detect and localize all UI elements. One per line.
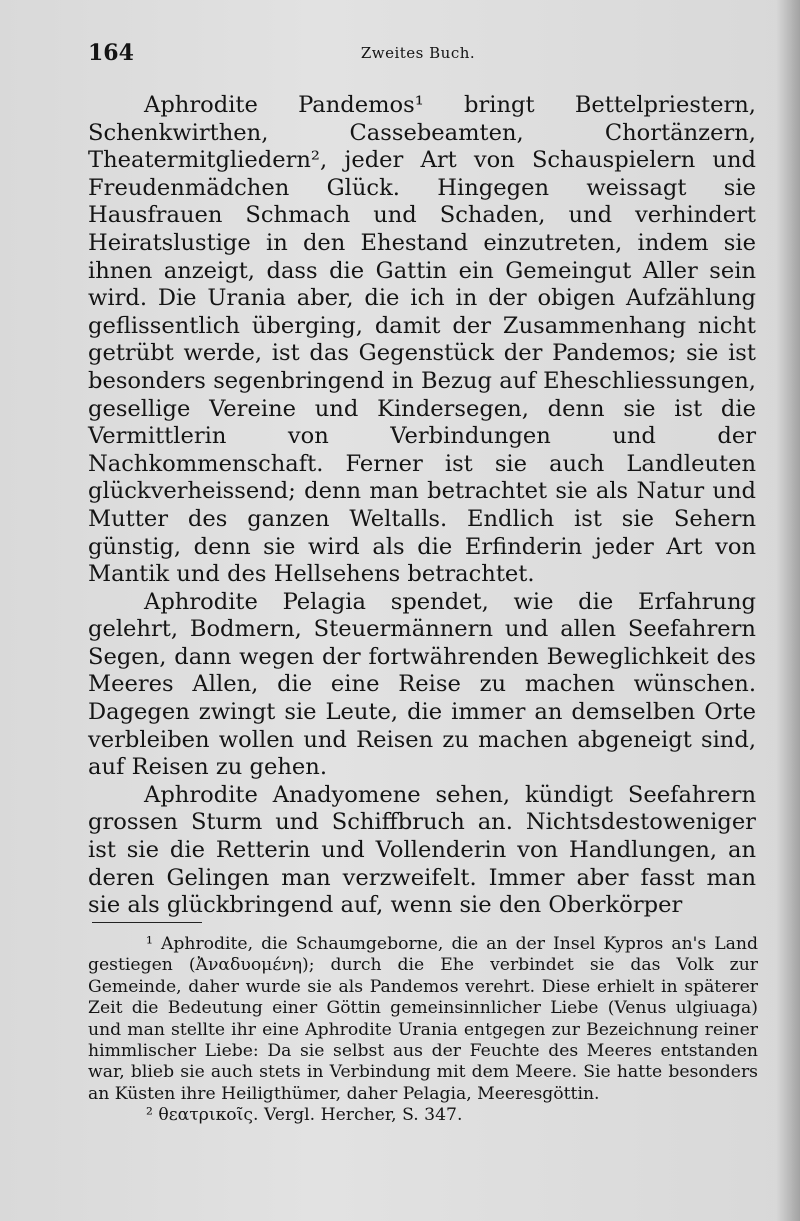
footnote-divider xyxy=(92,922,202,923)
footnote-2: ² θεατρικοῖς. Vergl. Hercher, S. 347. xyxy=(146,1105,463,1126)
footnote-1: ¹ Aphrodite, die Schaumgeborne, die an der Insel Kypros an's Land gestiegen (Ἀναδυομένη); durch die Ehe verbindet sie das Volk zur Gemeinde, daher wurde sie als Pandemos verehrt. Diese erhielt in späterer Zeit die Bedeutung einer Göttin gemeinsinnlicher Liebe (Venus ulgiuaga) und man stellte ihr eine Aphrodite Urania entgegen zur Bezeichnung reiner himmlischer Liebe: Da sie selbst aus der Feuchte des Meeres entstanden war, blieb sie auch stets in Verbindung mit dem Meere. Sie hatte besonders an Küsten ihre Heiligthümer, daher Pelagia, Meeresgöttin. xyxy=(88,934,758,1104)
page-number: 164 xyxy=(88,40,134,66)
paragraph-anadyomene: Aphrodite Anadyomene sehen, kündigt Seefahrern grossen Sturm und Schiffbruch an. Nichtsdestoweniger ist sie die Retterin und Vollenderin von Handlungen, an deren Gelingen man verzweifelt. Immer aber fasst man sie als glückbringend auf, wenn sie den Oberkörper xyxy=(88,781,756,919)
page-header xyxy=(88,40,748,70)
main-text xyxy=(88,92,756,920)
paragraph-pandemos: Aphrodite Pandemos¹ bringt Bettelpriestern, Schenkwirthen, Cassebeamten, Chortänzern, Theatermitgliedern², jeder Art von Schauspielern und Freudenmädchen Glück. Hingegen weissagt sie Hausfrauen Schmach und Schaden, und verhindert Heiratslustige in den Ehestand einzutreten, indem sie ihnen anzeigt, dass die Gattin ein Gemeingut Aller sein wird. Die Urania aber, die ich in der obigen Aufzählung geflissentlich überging, damit der Zusammenhang nicht getrübt werde, ist das Gegenstück der Pandemos; sie ist besonders segenbringend in Bezug auf Eheschliessungen, gesellige Vereine und Kindersegen, denn sie ist die Vermittlerin von Verbindungen und der Nachkommenschaft. Ferner ist sie auch Landleuten glückverheissend; denn man betrachtet sie als Natur und Mutter des ganzen Weltalls. Endlich ist sie Sehern günstig, denn sie wird als die Erfinderin jeder Art von Mantik und des Hellsehens betrachtet. xyxy=(88,92,756,588)
footnotes xyxy=(88,934,758,1127)
running-head: Zweites Buch. xyxy=(360,44,476,62)
paragraph-pelagia: Aphrodite Pelagia spendet, wie die Erfahrung gelehrt, Bodmern, Steuermännern und allen Seefahrern Segen, dann wegen der fortwährenden Beweglichkeit des Meeres Allen, die eine Reise zu machen wünschen. Dagegen zwingt sie Leute, die immer an demselben Orte verbleiben wollen und Reisen zu machen abgeneigt sind, auf Reisen zu gehen. xyxy=(88,588,756,781)
